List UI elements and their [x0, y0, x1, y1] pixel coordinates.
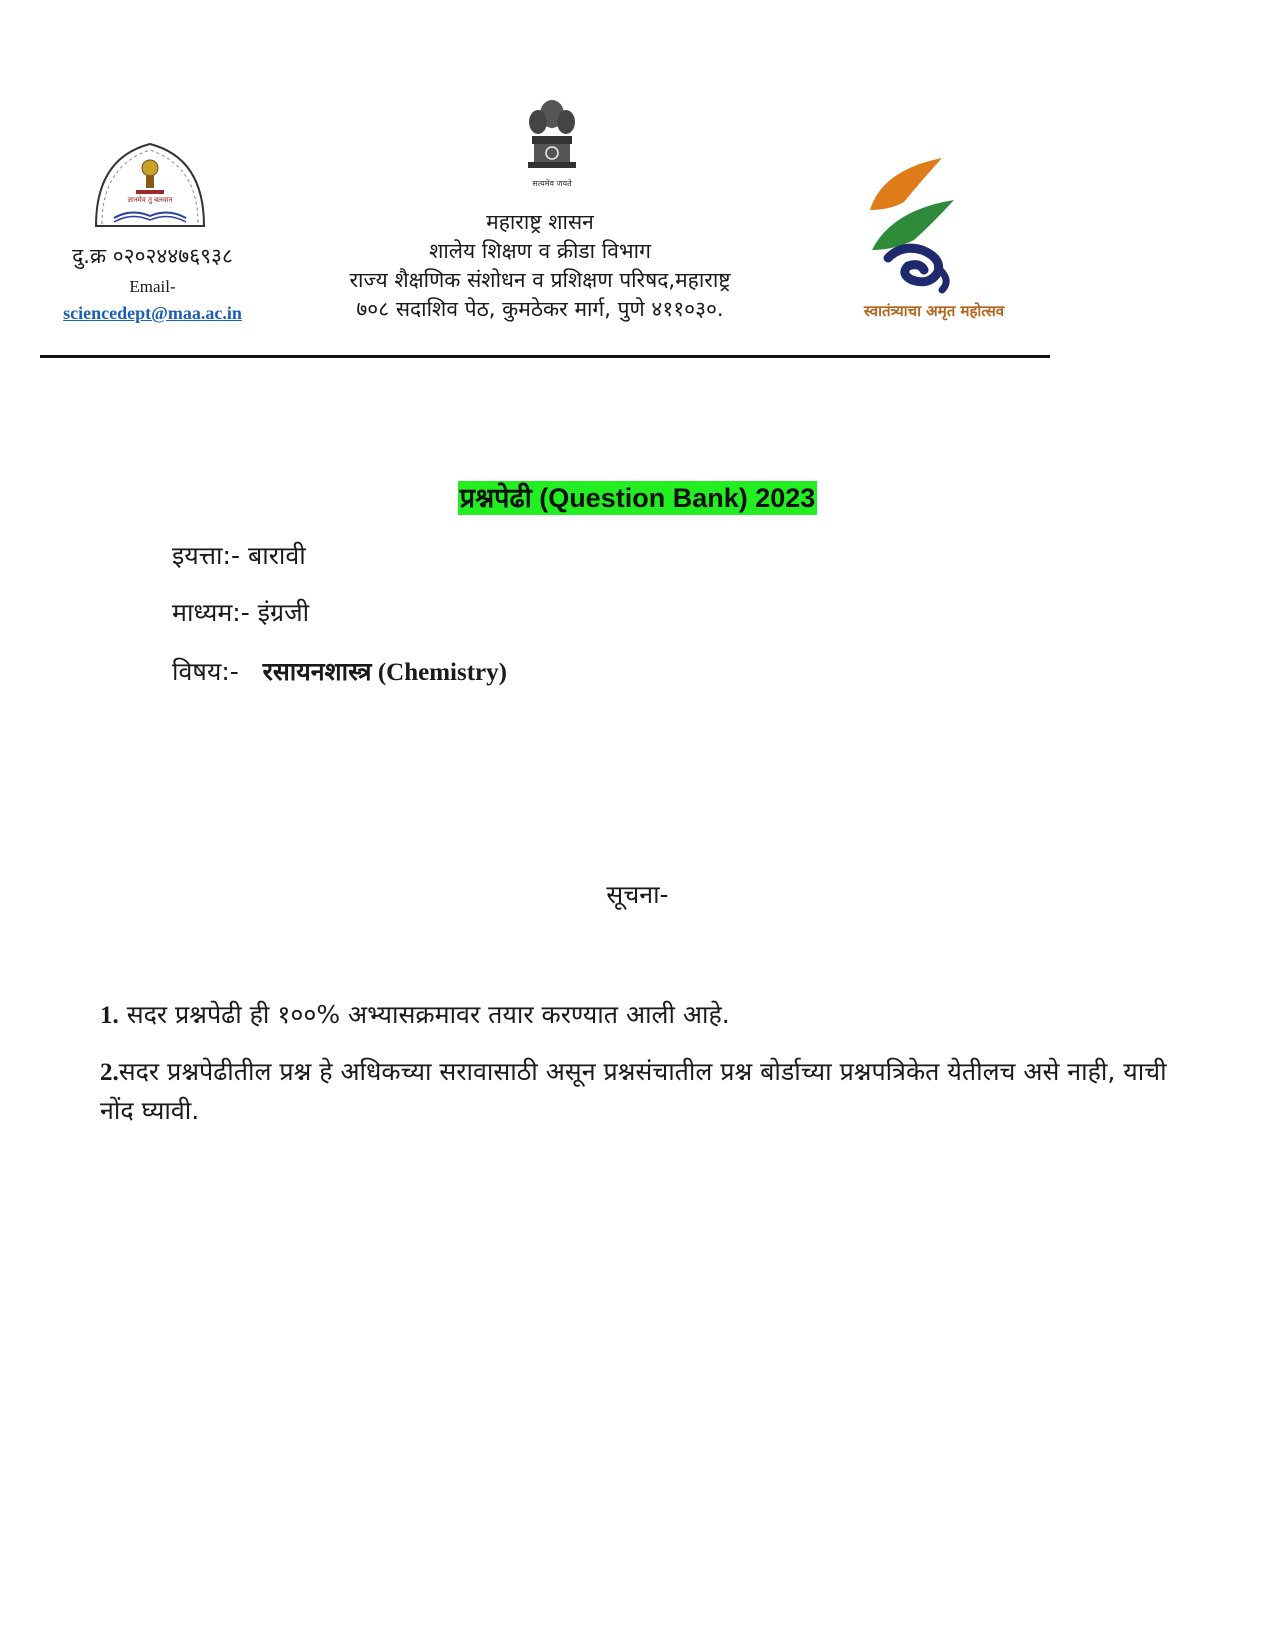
meta-class — [172, 538, 306, 572]
email-label: Email- — [129, 277, 176, 296]
header-line-address: ७०८ सदाशिव पेठ, कुमठेकर मार्ग, पुणे ४११०३०. — [356, 297, 724, 321]
phone-number: दु.क्र ०२०२४४७६९३८ — [72, 244, 233, 268]
class-label: इयत्ता:- — [172, 541, 240, 570]
meta-medium — [172, 595, 309, 629]
national-emblem — [520, 92, 584, 192]
scert-logo — [92, 138, 208, 234]
notice-item-text: सदर प्रश्नपेढी ही १००% अभ्यासक्रमावर तयार करण्यात आली आहे. — [118, 1000, 730, 1029]
header-line-government: महाराष्ट्र शासन — [486, 210, 594, 234]
emblem-motto: सत्यमेव जयते — [532, 179, 572, 188]
notice-item-text: सदर प्रश्नपेढीतील प्रश्न हे अधिकच्या सरावासाठी असून प्रश्नसंचातील प्रश्न बोर्डाच्या प्रश्नपत्रिकेत येतीलच असे नाही, याची नोंद घ्यावी. — [100, 1057, 1167, 1125]
notice-item-number: 1. — [100, 1002, 119, 1029]
medium-label: माध्यम:- — [172, 598, 250, 627]
amrit-mahotsav-logo — [842, 140, 1027, 330]
class-value: बारावी — [247, 541, 306, 570]
notice-item — [100, 1053, 1180, 1130]
header-line-council: राज्य शैक्षणिक संशोधन व प्रशिक्षण परिषद,महाराष्ट्र — [349, 268, 731, 292]
right-logo-caption: स्वातंत्र्याचा अमृत महोत्सव — [863, 302, 1005, 320]
email-link[interactable]: sciencedept@maa.ac.in — [63, 303, 242, 323]
notice-item-number: 2. — [100, 1059, 119, 1086]
medium-value: इंग्रजी — [257, 598, 310, 627]
document-title — [0, 478, 1275, 515]
meta-subject — [172, 654, 507, 688]
subject-label: विषय:- — [172, 657, 239, 686]
notice-item — [100, 996, 1180, 1035]
title-highlight: प्रश्नपेढी (Question Bank) 2023 — [459, 483, 816, 513]
header-line-department: शालेय शिक्षण व क्रीडा विभाग — [429, 239, 651, 263]
notice-title: सूचना- — [606, 880, 669, 909]
subject-value: रसायनशास्त्र (Chemistry) — [262, 659, 507, 686]
header-divider — [40, 355, 1050, 358]
left-logo-motto: ज्ञानमेव तु बलवान — [127, 196, 173, 204]
